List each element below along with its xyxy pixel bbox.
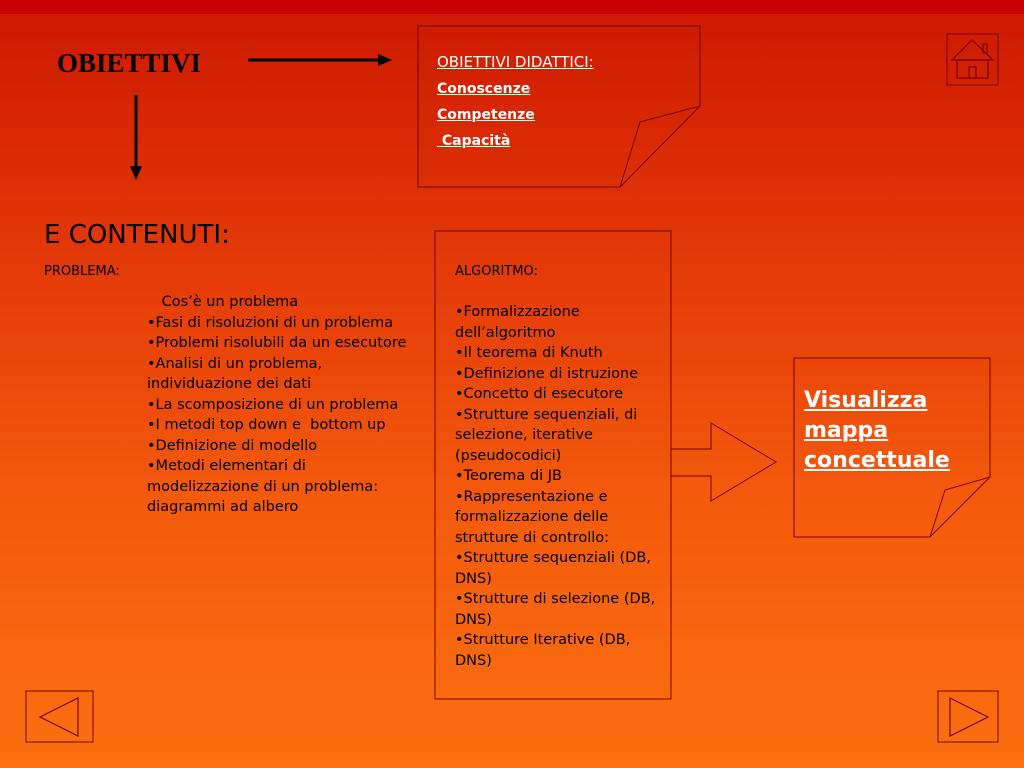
list-item: •Formalizzazione dell’algoritmo xyxy=(455,304,580,341)
list-item: •Strutture Iterative (DB, DNS) xyxy=(455,632,631,669)
arrow-right-head xyxy=(378,54,392,66)
algoritmo-label: ALGORITMO: xyxy=(455,264,538,279)
list-item: •Strutture sequenziali (DB, DNS) xyxy=(455,550,651,587)
list-item: •Strutture sequenziali, di selezione, iterative (pseudocodici) xyxy=(455,406,638,464)
link-capacita[interactable]: Capacità xyxy=(437,133,511,149)
prev-button[interactable] xyxy=(26,691,93,742)
list-item: •Strutture di selezione (DB, DNS) xyxy=(455,591,656,628)
triangle-right-icon xyxy=(950,698,988,736)
problema-list xyxy=(147,292,409,518)
list-item: •Analisi di un problema, individuazione dei dati xyxy=(147,355,323,392)
list-item: •Problemi risolubili da un esecutore xyxy=(147,335,407,351)
title-obiettivi: OBIETTIVI xyxy=(57,48,202,78)
home-icon xyxy=(952,40,993,78)
algoritmo-list xyxy=(455,302,667,671)
list-item: •Definizione di modello xyxy=(147,437,318,454)
problema-label: PROBLEMA: xyxy=(44,264,120,279)
list-item: •Concetto di esecutore xyxy=(455,386,624,402)
link-conoscenze[interactable]: Conoscenze xyxy=(437,81,531,97)
big-arrow-shape xyxy=(671,423,776,501)
link-competenze[interactable]: Competenze xyxy=(437,107,535,123)
list-item: •Rappresentazione e formalizzazione delle strutture di controllo: xyxy=(455,488,610,546)
list-item: •La scomposizione di un problema xyxy=(147,396,399,413)
obiettivi-didattici-heading: OBIETTIVI DIDATTICI: xyxy=(437,53,594,71)
next-button[interactable] xyxy=(938,691,998,742)
obiettivi-didattici-box xyxy=(437,53,594,159)
triangle-left-icon xyxy=(40,698,78,736)
list-item: •Teorema di JB xyxy=(455,468,562,484)
list-item: Cos’è un problema xyxy=(157,294,299,310)
list-item: •Metodi elementari di modelizzazione di un problema: diagrammi ad albero xyxy=(147,458,379,515)
list-item: •I metodi top down e bottom up xyxy=(147,417,386,433)
list-item: •Definizione di istruzione xyxy=(455,365,639,382)
list-item: •Il teorema di Knuth xyxy=(455,345,603,361)
title-contenuti: E CONTENUTI: xyxy=(44,220,230,250)
arrow-down-head xyxy=(130,166,142,180)
home-button[interactable] xyxy=(947,34,998,85)
visualizza-mappa-link[interactable]: Visualizza mappa concettuale xyxy=(804,388,950,473)
list-item: •Fasi di risoluzioni di un problema xyxy=(147,314,394,331)
